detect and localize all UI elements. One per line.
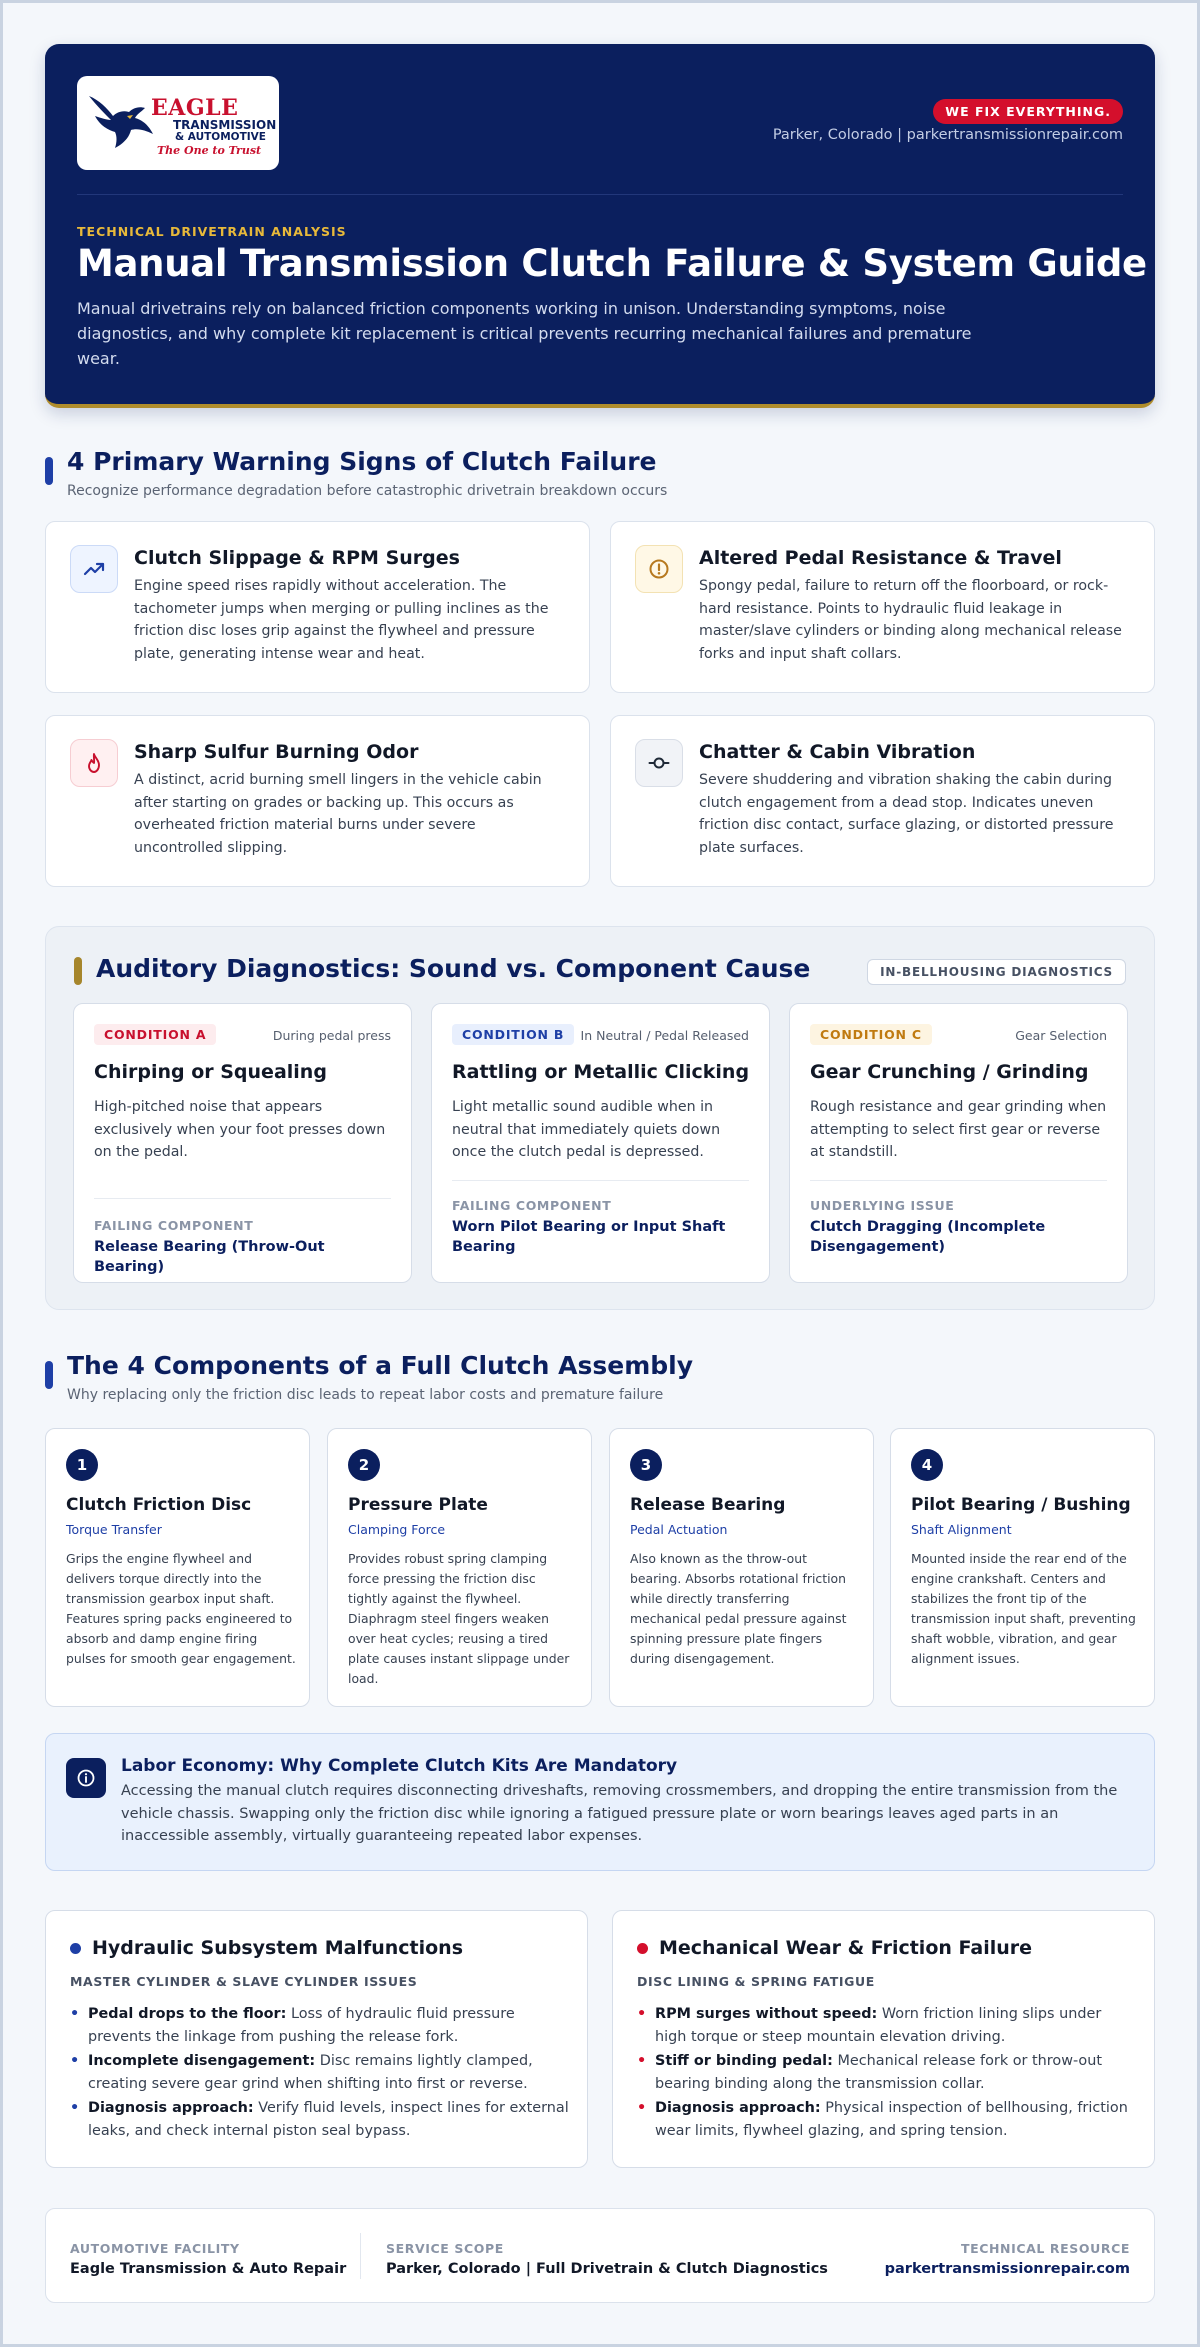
callout-title: Labor Economy: Why Complete Clutch Kits Are Mandatory: [121, 1756, 678, 1776]
item-text: Loss of hydraulic fluid pressure prevents the linkage from pushing the release fork.: [88, 2006, 515, 2045]
logo-line-automotive: & AUTOMOTIVE: [175, 131, 266, 143]
component-role: Shaft Alignment: [911, 1522, 1012, 1537]
condition-card-b: [431, 1003, 770, 1283]
facility-value: Eagle Transmission & Auto Repair: [70, 2261, 347, 2277]
list-item: [70, 2050, 570, 2095]
component-label: FAILING COMPONENT: [452, 1198, 612, 1213]
step-number: 1: [66, 1449, 98, 1481]
component-title: Clutch Friction Disc: [66, 1495, 252, 1515]
component-label: UNDERLYING ISSUE: [810, 1198, 955, 1213]
item-text: Disc remains lightly clamped, creating severe gear grind when shifting into first or reverse.: [88, 2053, 533, 2092]
item-lead: Pedal drops to the floor:: [88, 2006, 287, 2022]
hero-subtitle: Manual drivetrains rely on balanced friction components working in unison. Understanding symptoms, noise diagnostics, and why complete kit replacement is critical prevents recurring mechanical failures and premature wear.: [77, 299, 972, 368]
section-title: The 4 Components of a Full Clutch Assembly: [67, 1351, 694, 1380]
step-number: 3: [630, 1449, 662, 1481]
section-accent-bar: [45, 457, 53, 485]
flame-icon: [70, 739, 118, 787]
component-card-pressure-plate: [327, 1428, 592, 1707]
section-accent-bar: [45, 1361, 53, 1389]
hero-divider: [77, 194, 1123, 195]
auditory-section: [45, 926, 1155, 1310]
section-title: Auditory Diagnostics: Sound vs. Component Cause: [96, 954, 811, 983]
card-divider: [452, 1180, 749, 1181]
info-icon: [66, 1758, 106, 1798]
card-title: Clutch Slippage & RPM Surges: [134, 547, 460, 569]
card-title: Chatter & Cabin Vibration: [699, 741, 976, 763]
card-text: Spongy pedal, failure to return off the floorboard, or rock-hard resistance. Points to hydraulic fluid leakage in master/slave cylinders or binding along mechanical release forks and input shaft collars.: [699, 578, 1122, 662]
vibration-icon: [635, 739, 683, 787]
card-text: Severe shuddering and vibration shaking the cabin during clutch engagement from a dead stop. Indicates uneven friction disc contact, surface glazing, or distorted pressure plate surfaces.: [699, 772, 1114, 856]
component-value: Worn Pilot Bearing or Input Shaft Bearing: [452, 1219, 726, 1255]
trending-up-icon: [70, 545, 118, 593]
logo-wordmark: EAGLE: [151, 95, 239, 121]
warning-card-chatter: [610, 715, 1155, 887]
item-text: Worn friction lining slips under high torque or steep mountain elevation driving.: [655, 2006, 1102, 2045]
callout-text: Accessing the manual clutch requires disconnecting driveshafts, removing crossmembers, and dropping the entire transmission from the vehicle chassis. Swapping only the friction disc while ignoring a fatigued pressure plate or worn bearings leaves aged parts in an inaccessible assembly, virtually guaranteeing repeated labor expenses.: [121, 1783, 1118, 1844]
condition-text: High-pitched noise that appears exclusively when your foot presses down on the pedal.: [94, 1099, 386, 1160]
condition-tag: CONDITION C: [810, 1024, 932, 1045]
logo-line-transmission: TRANSMISSION: [173, 118, 277, 132]
component-role: Pedal Actuation: [630, 1522, 728, 1537]
location-link[interactable]: Parker, Colorado | parkertransmissionrepair.com: [772, 127, 1123, 143]
item-lead: Stiff or binding pedal:: [655, 2053, 833, 2069]
component-text: Mounted inside the rear end of the engine crankshaft. Centers and stabilizes the front tip of the transmission input shaft, preventing shaft wobble, vibration, and gear alignment issues.: [911, 1551, 1136, 1666]
card-title: Sharp Sulfur Burning Odor: [134, 741, 419, 763]
condition-card-a: [73, 1003, 412, 1283]
bullet-icon: •: [70, 2100, 80, 2116]
condition-tag: CONDITION A: [94, 1024, 216, 1045]
bullet-icon: •: [70, 2006, 80, 2022]
eagle-icon: [87, 86, 157, 156]
warning-card-pedal: [610, 521, 1155, 693]
item-lead: Diagnosis approach:: [88, 2100, 254, 2116]
condition-title: Rattling or Metallic Clicking: [452, 1061, 750, 1083]
component-value: Clutch Dragging (Incomplete Disengagement): [810, 1219, 1046, 1255]
subsystem-list: [637, 2003, 1137, 2144]
component-label: FAILING COMPONENT: [94, 1218, 254, 1233]
card-text: Engine speed rises rapidly without acceleration. The tachometer jumps when merging or pulling inclines as the friction disc loses grip against the flywheel and pressure plate, generating intense wear and heat.: [134, 578, 549, 662]
item-lead: Incomplete disengagement:: [88, 2053, 316, 2069]
component-text: Also known as the throw-out bearing. Absorbs rotational friction while directly transferring mechanical pedal pressure against spinning pressure plate fingers during disengagement.: [630, 1551, 847, 1666]
subsystem-title: Mechanical Wear & Friction Failure: [659, 1937, 1033, 1959]
step-number: 2: [348, 1449, 380, 1481]
component-title: Release Bearing: [630, 1495, 786, 1515]
page-title: Manual Transmission Clutch Failure & System Guide: [77, 242, 1147, 285]
bullet-icon: •: [637, 2053, 647, 2069]
warning-card-odor: [45, 715, 590, 887]
diagnostics-badge: IN-BELLHOUSING DIAGNOSTICS: [867, 959, 1126, 985]
hero-kicker: TECHNICAL DRIVETRAIN ANALYSIS: [77, 224, 347, 239]
condition-context: In Neutral / Pedal Released: [580, 1028, 749, 1043]
resource-label: TECHNICAL RESOURCE: [960, 2241, 1130, 2256]
condition-tag: CONDITION B: [452, 1024, 574, 1045]
item-text: Mechanical release fork or throw-out bearing binding along the transmission collar.: [655, 2053, 1102, 2092]
section-title: 4 Primary Warning Signs of Clutch Failure: [67, 447, 657, 476]
component-role: Torque Transfer: [66, 1522, 162, 1537]
list-item: [70, 2097, 570, 2142]
section-subtitle: Recognize performance degradation before catastrophic drivetrain breakdown occurs: [67, 483, 668, 499]
bullet-icon: •: [637, 2100, 647, 2116]
card-divider: [94, 1198, 391, 1199]
subsystem-subtitle: MASTER CYLINDER & SLAVE CYLINDER ISSUES: [70, 1974, 418, 1989]
labor-callout: [45, 1733, 1155, 1871]
subsystem-subtitle: DISC LINING & SPRING FATIGUE: [637, 1974, 875, 1989]
bullet-icon: •: [70, 2053, 80, 2069]
hero-banner: [45, 44, 1155, 408]
tagline-badge: WE FIX EVERYTHING.: [933, 99, 1123, 124]
company-logo[interactable]: [77, 76, 279, 170]
hydraulic-subsystem-card: [45, 1910, 588, 2168]
condition-text: Rough resistance and gear grinding when attempting to select first gear or reverse at standstill.: [810, 1099, 1107, 1160]
scope-value: Parker, Colorado | Full Drivetrain & Clutch Diagnostics: [386, 2261, 828, 2277]
subsystem-title: Hydraulic Subsystem Malfunctions: [92, 1937, 464, 1959]
footer-divider: [360, 2233, 361, 2279]
item-text: Physical inspection of bellhousing, friction wear limits, flywheel glazing, and spring tension.: [655, 2100, 1128, 2139]
item-lead: Diagnosis approach:: [655, 2100, 821, 2116]
step-number: 4: [911, 1449, 943, 1481]
card-text: A distinct, acrid burning smell lingers in the vehicle cabin after starting on grades or backing up. This occurs as overheated friction material burns under severe uncontrolled slipping.: [134, 772, 542, 856]
section-subtitle: Why replacing only the friction disc leads to repeat labor costs and premature failure: [67, 1387, 664, 1403]
resource-link[interactable]: parkertransmissionrepair.com: [884, 2261, 1130, 2277]
footer: [45, 2208, 1155, 2303]
logo-slogan: The One to Trust: [157, 144, 262, 157]
condition-title: Chirping or Squealing: [94, 1061, 327, 1083]
status-dot: [637, 1943, 648, 1954]
warning-card-slippage: [45, 521, 590, 693]
list-item: [637, 2050, 1137, 2095]
condition-title: Gear Crunching / Grinding: [810, 1061, 1089, 1083]
component-text: Grips the engine flywheel and delivers torque directly into the transmission gearbox input shaft. Features spring packs engineered to absorb and damp engine firing pulses for smooth gear engagement.: [66, 1551, 296, 1666]
component-title: Pilot Bearing / Bushing: [911, 1495, 1131, 1515]
condition-context: Gear Selection: [1015, 1028, 1107, 1043]
subsystem-list: [70, 2003, 570, 2144]
component-value: Release Bearing (Throw-Out Bearing): [94, 1239, 325, 1275]
mechanical-wear-card: [612, 1910, 1155, 2168]
facility-label: AUTOMOTIVE FACILITY: [70, 2241, 240, 2256]
card-title: Altered Pedal Resistance & Travel: [699, 547, 1062, 569]
item-lead: RPM surges without speed:: [655, 2006, 878, 2022]
component-card-release-bearing: [609, 1428, 874, 1707]
component-role: Clamping Force: [348, 1522, 446, 1537]
component-text: Provides robust spring clamping force pressing the friction disc tightly against the flywheel. Diaphragm steel fingers weaken over heat cycles; reusing a tired plate causes instant slippage under load.: [348, 1551, 570, 1686]
status-dot: [70, 1943, 81, 1954]
component-card-friction-disc: [45, 1428, 310, 1707]
condition-context: During pedal press: [272, 1028, 391, 1043]
item-text: Verify fluid levels, inspect lines for external leaks, and check internal piston seal bypass.: [88, 2100, 569, 2139]
component-card-pilot-bearing: [890, 1428, 1155, 1707]
component-title: Pressure Plate: [348, 1495, 488, 1515]
list-item: [637, 2097, 1137, 2142]
list-item: [637, 2003, 1137, 2048]
list-item: [70, 2003, 570, 2048]
section-accent-bar: [74, 957, 82, 985]
bullet-icon: •: [637, 2006, 647, 2022]
condition-text: Light metallic sound audible when in neutral that immediately quiets down once the clutch pedal is depressed.: [452, 1099, 721, 1160]
card-divider: [810, 1180, 1107, 1181]
condition-card-c: [789, 1003, 1128, 1283]
alert-circle-icon: [635, 545, 683, 593]
scope-label: SERVICE SCOPE: [386, 2241, 504, 2256]
